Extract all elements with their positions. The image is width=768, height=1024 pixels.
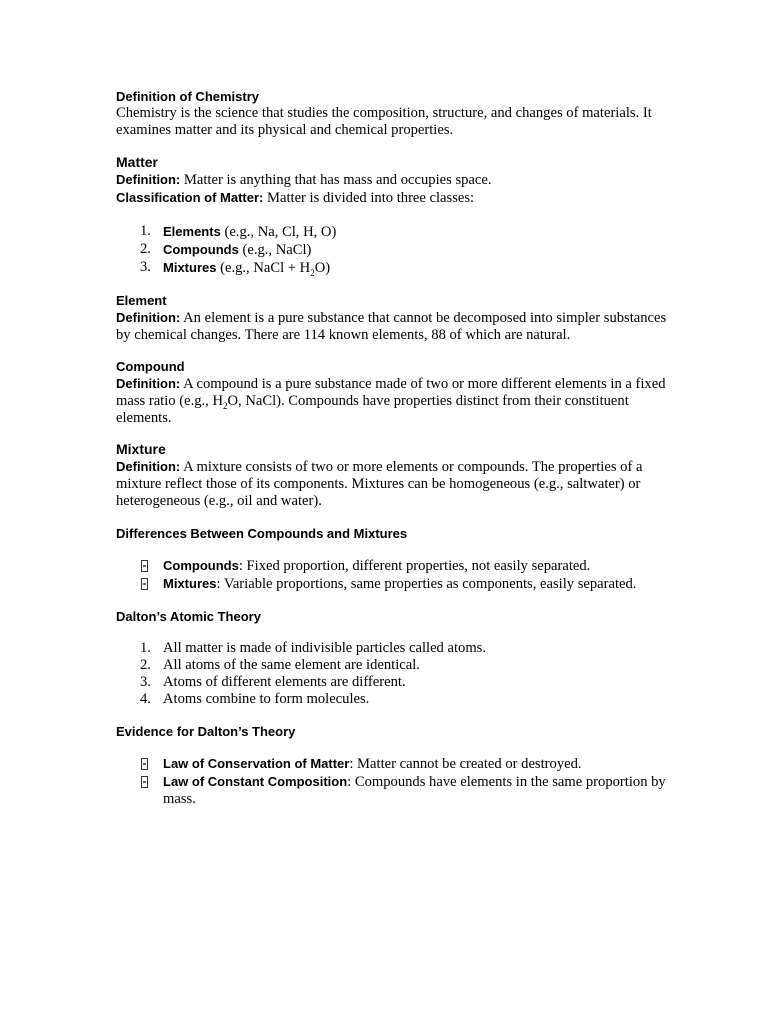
list-item [116,223,676,241]
section-title: Element [116,293,167,308]
definition-text: Matter is anything that has mass and occupies space. [180,172,492,188]
item-label: Law of Conservation of Matter [163,756,350,771]
item-text: : Variable proportions, same properties as components, easily separated. [216,576,637,592]
definition-label: Definition: [116,459,181,474]
section-title: Differences Between Compounds and Mixtures [116,526,408,541]
list-item [116,773,676,808]
section-definition-of-chemistry [116,88,676,139]
definition-text: A compound is a pure substance made of two or more different elements in a fixed mass ratio (e.g., H [116,376,666,409]
list-item [116,575,676,593]
definition-line [116,171,676,189]
bullet-icon [141,776,148,788]
section-mixture [116,441,676,510]
item-text: : Matter cannot be created or destroyed. [349,756,582,772]
section-evidence [116,723,676,808]
section-title: Dalton’s Atomic Theory [116,609,261,624]
list-number: 2. [140,657,151,673]
definition-paragraph [116,458,676,510]
section-element [116,292,676,344]
subscript: 2 [310,267,315,278]
list-item [116,657,676,674]
item-label: Mixtures [163,576,217,591]
list-item [116,691,676,708]
section-compound [116,358,676,427]
definition-label: Definition: [116,172,181,187]
section-matter [116,154,676,277]
definition-paragraph [116,375,676,427]
classification-line [116,189,676,207]
list-item [116,259,676,277]
list-item [116,755,676,773]
item-text: All atoms of the same element are identical. [163,657,420,673]
classification-text: Matter is divided into three classes: [263,190,475,206]
definition-label: Definition: [116,376,181,391]
list-number: 2. [140,241,151,257]
item-text: (e.g., Na, Cl, H, O) [220,224,337,240]
item-text: All matter is made of indivisible particles called atoms. [163,640,487,656]
differences-list [116,557,676,593]
item-text: O) [314,260,331,276]
definition-paragraph [116,309,676,344]
list-number: 1. [140,640,151,656]
list-number: 3. [140,259,151,275]
section-dalton-theory [116,608,676,708]
item-text: : Fixed proportion, different properties, not easily separated. [238,558,591,574]
section-title: Definition of Chemistry [116,89,260,104]
dalton-list [116,640,676,708]
item-label: Elements [163,224,221,239]
section-paragraph: Chemistry is the science that studies the composition, structure, and changes of materials. It examines matter and its physical and chemical properties. [116,105,652,138]
classification-label: Classification of Matter: [116,190,264,205]
section-title: Mixture [116,441,166,457]
item-label: Compounds [163,242,239,257]
definition-text: An element is a pure substance that cannot be decomposed into simpler substances by chemical changes. There are 114 known elements, 88 of which are natural. [116,310,667,343]
item-text: (e.g., NaCl + H [216,260,311,276]
list-number: 3. [140,674,151,690]
section-title: Compound [116,359,185,374]
bullet-icon [141,758,148,770]
definition-text: O, NaCl). Compounds have properties distinct from their constituent elements. [116,393,629,426]
item-text: (e.g., NaCl) [238,242,312,258]
section-title: Evidence for Dalton’s Theory [116,724,296,739]
list-item [116,640,676,657]
section-title: Matter [116,154,159,170]
item-label: Mixtures [163,260,217,275]
list-number: 1. [140,223,151,239]
evidence-list [116,755,676,808]
item-text: : Compounds have elements in the same proportion by mass. [163,774,666,807]
document-page [116,88,676,808]
bullet-icon [141,560,148,572]
item-text: Atoms of different elements are different. [163,674,406,690]
list-item [116,557,676,575]
item-label: Compounds [163,558,239,573]
section-differences [116,525,676,593]
list-item [116,674,676,691]
subscript: 2 [223,400,228,411]
list-item [116,241,676,259]
item-label: Law of Constant Composition [163,774,348,789]
list-number: 4. [140,691,151,707]
matter-classes-list [116,223,676,277]
definition-label: Definition: [116,310,181,325]
item-text: Atoms combine to form molecules. [163,691,370,707]
definition-text: A mixture consists of two or more elements or compounds. The properties of a mixture reflect those of its components. Mixtures can be homogeneous (e.g., saltwater) or heterogeneous (e.g., oil and water). [116,459,643,509]
bullet-icon [141,578,148,590]
